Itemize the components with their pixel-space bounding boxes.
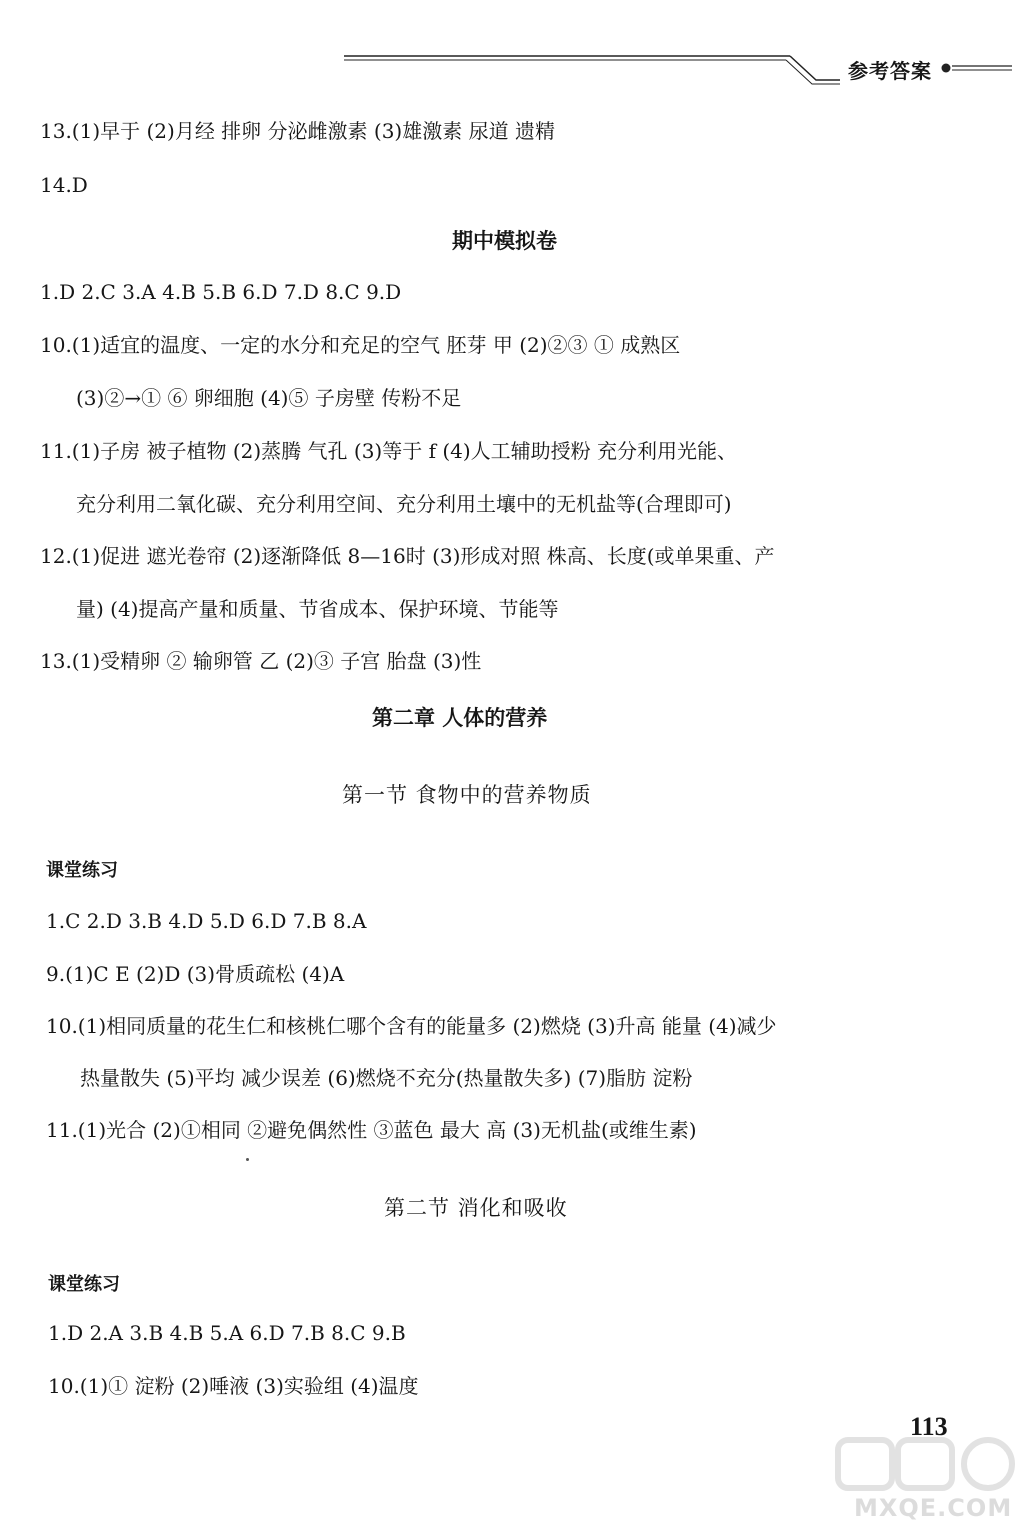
answer-line: 14.D <box>40 173 88 197</box>
answer-line: 11.(1)光合 (2)①相同 ②避免偶然性 ③蓝色 最大 高 (3)无机盐(或维生素) <box>46 1118 697 1142</box>
answer-line: 11.(1)子房 被子植物 (2)蒸腾 气孔 (3)等于 f (4)人工辅助授粉 充分利用光能、 <box>40 439 738 463</box>
answer-line: 量) (4)提高产量和质量、节省成本、保护环境、节能等 <box>76 597 559 621</box>
answer-line: 13.(1)受精卵 ② 输卵管 乙 (2)③ 子宫 胎盘 (3)性 <box>40 649 482 673</box>
answer-line: 1.C 2.D 3.B 4.D 5.D 6.D 7.B 8.A <box>46 909 367 933</box>
answer-line: 10.(1)① 淀粉 (2)唾液 (3)实验组 (4)温度 <box>48 1374 419 1398</box>
heading-chapter: 第二章 人体的营养 <box>372 706 548 730</box>
answer-line: (3)②→① ⑥ 卵细胞 (4)⑤ 子房壁 传粉不足 <box>76 386 462 410</box>
heading-section: 第一节 食物中的营养物质 <box>342 783 592 807</box>
header-rule <box>0 0 1031 100</box>
watermark-text: MXQE.COM <box>854 1494 1013 1522</box>
stray-dot <box>246 1158 249 1161</box>
practice-label: 课堂练习 <box>46 860 118 881</box>
answer-line: 10.(1)适宜的温度、一定的水分和充足的空气 胚芽 甲 (2)②③ ① 成熟区 <box>40 333 681 357</box>
heading-section: 第二节 消化和吸收 <box>384 1196 568 1220</box>
answer-line: 9.(1)C E (2)D (3)骨质疏松 (4)A <box>46 962 345 986</box>
heading-midterm: 期中模拟卷 <box>452 229 557 253</box>
header-title: 参考答案 <box>848 59 932 83</box>
page-number: 113 <box>910 1412 948 1441</box>
answer-line: 12.(1)促进 遮光卷帘 (2)逐渐降低 8—16时 (3)形成对照 株高、长度(或单果重、产 <box>40 544 775 568</box>
answer-line: 热量散失 (5)平均 减少误差 (6)燃烧不充分(热量散失多) (7)脂肪 淀粉 <box>80 1066 693 1090</box>
answer-line: 1.D 2.C 3.A 4.B 5.B 6.D 7.D 8.C 9.D <box>40 280 402 304</box>
answer-line: 充分利用二氧化碳、充分利用空间、充分利用土壤中的无机盐等(合理即可) <box>76 492 732 516</box>
answer-line: 13.(1)早于 (2)月经 排卵 分泌雌激素 (3)雄激素 尿道 遗精 <box>40 119 555 143</box>
answer-line: 1.D 2.A 3.B 4.B 5.A 6.D 7.B 8.C 9.B <box>48 1321 406 1345</box>
practice-label: 课堂练习 <box>48 1274 120 1295</box>
header-dot-icon <box>942 64 951 73</box>
answer-line: 10.(1)相同质量的花生仁和核桃仁哪个含有的能量多 (2)燃烧 (3)升高 能量 (4)减少 <box>46 1014 777 1038</box>
